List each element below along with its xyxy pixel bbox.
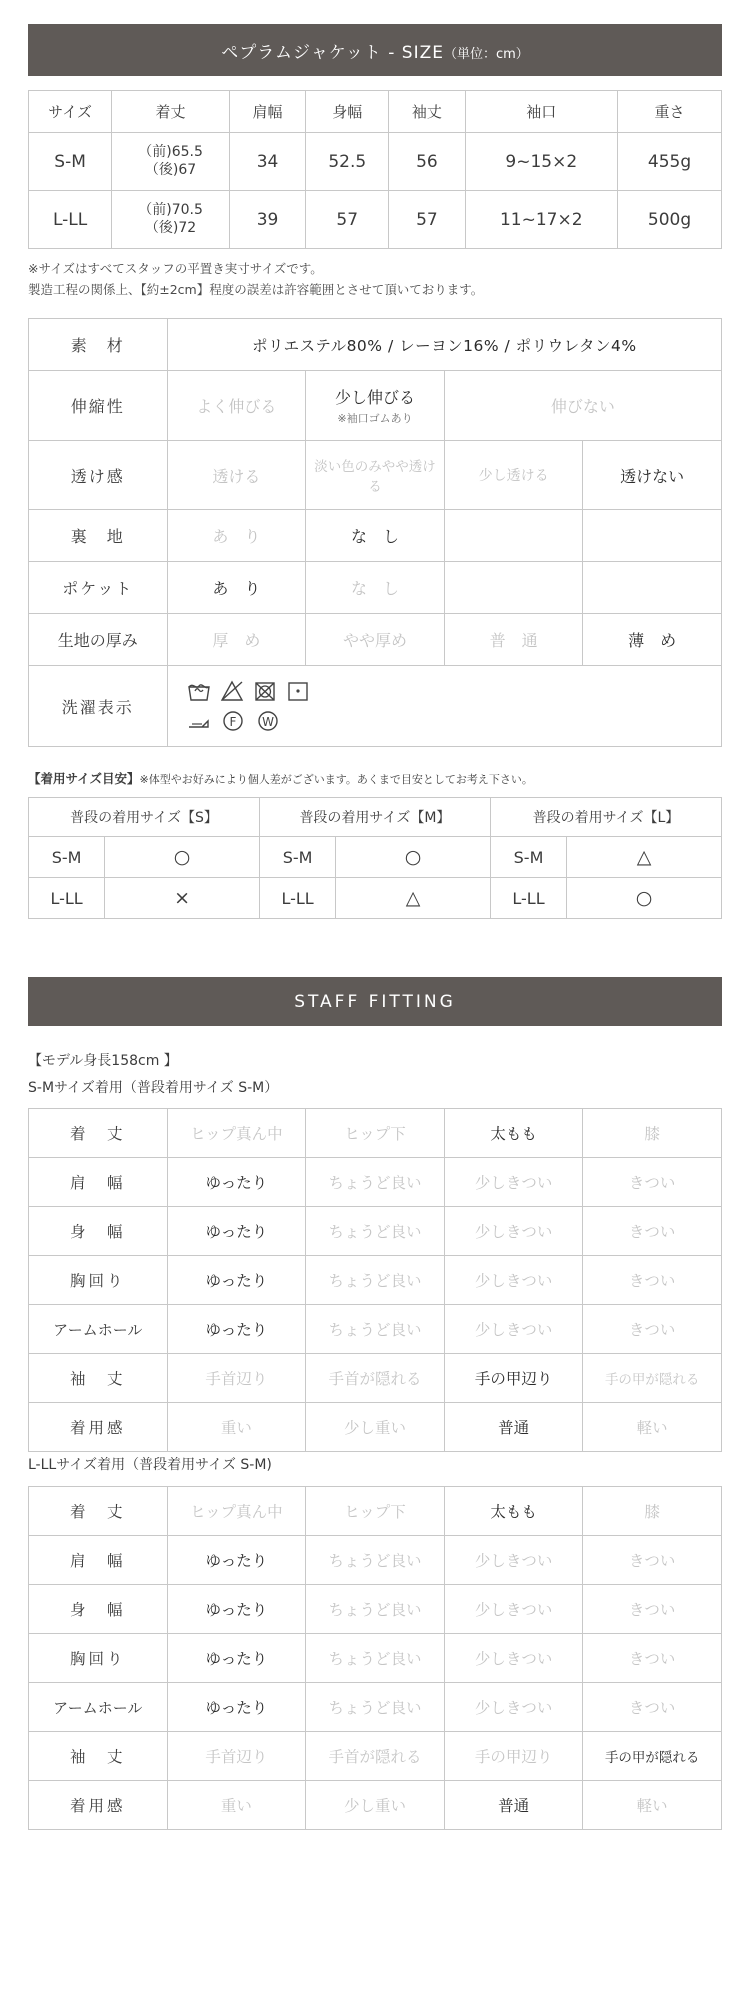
- fit2-label-2: 身 幅: [29, 1585, 168, 1634]
- fit-label-2: 身 幅: [29, 1207, 168, 1256]
- spec-option-thickness-2: 普 通: [444, 614, 583, 666]
- spec-option-thickness-1: やや厚め: [306, 614, 445, 666]
- guide-mark-l-1: ○: [567, 878, 722, 919]
- size-banner: [28, 24, 722, 76]
- fit2-label-0: 着 丈: [29, 1487, 168, 1536]
- fit-row: [29, 1585, 722, 1634]
- cell-sleeve: 57: [389, 191, 465, 249]
- fit-label-0: 着 丈: [29, 1109, 168, 1158]
- fit2-opt-4-1: ちょうど良い: [306, 1683, 445, 1732]
- fit-opt-4-3: きつい: [583, 1305, 722, 1354]
- product-size-document: [0, 24, 750, 1860]
- spec-blank: [444, 510, 583, 562]
- fit2-opt-3-0: ゆったり: [167, 1634, 306, 1683]
- fit-opt-6-0: 重い: [167, 1403, 306, 1452]
- spec-option-stretch-0: よく伸びる: [167, 371, 306, 441]
- fit-opt-3-0: ゆったり: [167, 1256, 306, 1305]
- staff-fitting-banner: [28, 977, 722, 1026]
- spec-row-thickness: [29, 614, 722, 666]
- spec-label-laundry: 洗濯表示: [29, 666, 168, 747]
- guide-size-m-0: S-M: [259, 837, 335, 878]
- spec-label-pocket: ポケット: [29, 562, 168, 614]
- fit-label-5: 袖 丈: [29, 1354, 168, 1403]
- fit2-opt-4-3: きつい: [583, 1683, 722, 1732]
- guide-mark-m-1: △: [336, 878, 491, 919]
- wear-size-guide-table: [28, 797, 722, 919]
- fit2-label-1: 肩 幅: [29, 1536, 168, 1585]
- fit-opt-0-2: 太もも: [444, 1109, 583, 1158]
- spec-value-material: ポリエステル80% / レーヨン16% / ポリウレタン4%: [167, 319, 721, 371]
- fit-opt-1-1: ちょうど良い: [306, 1158, 445, 1207]
- fit-opt-0-1: ヒップ下: [306, 1109, 445, 1158]
- fit2-opt-4-0: ゆったり: [167, 1683, 306, 1732]
- fit-row: [29, 1158, 722, 1207]
- cell-width: 57: [306, 191, 389, 249]
- fit2-opt-2-2: 少しきつい: [444, 1585, 583, 1634]
- fit2-opt-2-3: きつい: [583, 1585, 722, 1634]
- fit-row: [29, 1487, 722, 1536]
- fit-label-4: アームホール: [29, 1305, 168, 1354]
- fitting-block1-title: S-Mサイズ着用（普段着用サイズ S-M）: [28, 1079, 279, 1096]
- fit-row: [29, 1732, 722, 1781]
- cell-length-back: （後)72: [144, 219, 197, 236]
- fit-opt-2-1: ちょうど良い: [306, 1207, 445, 1256]
- guide-size-m-1: L-LL: [259, 878, 335, 919]
- fit-opt-5-3: 手の甲が隠れる: [583, 1354, 722, 1403]
- guide-size-s-0: S-M: [29, 837, 105, 878]
- fit-opt-3-1: ちょうど良い: [306, 1256, 445, 1305]
- guide-col-m: 普段の着用サイズ【M】: [259, 798, 490, 837]
- fitting-table-lll: [28, 1486, 722, 1830]
- col-sleeve: 袖丈: [389, 91, 465, 133]
- fit-opt-4-1: ちょうど良い: [306, 1305, 445, 1354]
- wet-clean-w-icon: [254, 708, 282, 734]
- fit2-opt-3-3: きつい: [583, 1634, 722, 1683]
- fitting-block2-title: L-LLサイズ着用（普段着用サイズ S-M): [28, 1457, 272, 1474]
- fit2-opt-5-0: 手首辺り: [167, 1732, 306, 1781]
- spec-row-laundry: [29, 666, 722, 747]
- fit2-opt-6-2: 普通: [444, 1781, 583, 1830]
- fit-opt-3-2: 少しきつい: [444, 1256, 583, 1305]
- spec-option-sheer-1: 淡い色のみやや透ける: [306, 441, 445, 510]
- fit2-label-6: 着用感: [29, 1781, 168, 1830]
- guide-col-s: 普段の着用サイズ【S】: [29, 798, 260, 837]
- size-banner-title: ペプラムジャケット - SIZE: [221, 43, 444, 63]
- guide-mark-s-0: ○: [105, 837, 260, 878]
- fit2-opt-6-0: 重い: [167, 1781, 306, 1830]
- fit-opt-4-0: ゆったり: [167, 1305, 306, 1354]
- fit-opt-5-1: 手首が隠れる: [306, 1354, 445, 1403]
- spec-option-pocket-0: あ り: [167, 562, 306, 614]
- spec-row-material: [29, 319, 722, 371]
- fit-opt-6-2: 普通: [444, 1403, 583, 1452]
- guide-size-l-1: L-LL: [490, 878, 566, 919]
- fit-label-3: 胸回り: [29, 1256, 168, 1305]
- spec-row-lining: [29, 510, 722, 562]
- spec-row-stretch: [29, 371, 722, 441]
- spec-option-thickness-0: 厚 め: [167, 614, 306, 666]
- fit-opt-2-0: ゆったり: [167, 1207, 306, 1256]
- guide-caption-main: 【着用サイズ目安】: [28, 771, 140, 787]
- fit-row: [29, 1256, 722, 1305]
- fit2-opt-1-0: ゆったり: [167, 1536, 306, 1585]
- model-height: 【モデル身長158cm 】: [28, 1053, 178, 1070]
- fit2-label-3: 胸回り: [29, 1634, 168, 1683]
- fit-row: [29, 1781, 722, 1830]
- cell-length: [112, 191, 230, 249]
- dry-clean-f-icon: [219, 708, 247, 734]
- cell-weight: 455g: [618, 133, 722, 191]
- size-banner-unit: （単位：cm）: [443, 47, 529, 62]
- cell-cuff: 9~15×2: [465, 133, 617, 191]
- cell-length-front: （前)70.5: [138, 202, 203, 218]
- fit2-opt-6-3: 軽い: [583, 1781, 722, 1830]
- staff-fitting-title: STAFF FITTING: [294, 992, 456, 1013]
- table-header-row: [29, 798, 722, 837]
- fit-opt-1-0: ゆったり: [167, 1158, 306, 1207]
- fit-row: [29, 1403, 722, 1452]
- cell-sleeve: 56: [389, 133, 465, 191]
- fitting-table-sm: [28, 1108, 722, 1452]
- spec-option-stretch-1-text: 少し伸びる: [334, 388, 415, 408]
- fit-opt-2-2: 少しきつい: [444, 1207, 583, 1256]
- size-note: [28, 259, 722, 300]
- spec-option-sheer-3: 透けない: [583, 441, 722, 510]
- fit-opt-6-3: 軽い: [583, 1403, 722, 1452]
- fit-opt-6-1: 少し重い: [306, 1403, 445, 1452]
- fit2-opt-2-0: ゆったり: [167, 1585, 306, 1634]
- col-size: サイズ: [29, 91, 112, 133]
- spec-option-stretch-2: 伸びない: [444, 371, 721, 441]
- guide-mark-s-1: ×: [105, 878, 260, 919]
- size-table: [28, 90, 722, 249]
- spec-option-lining-1: な し: [306, 510, 445, 562]
- spec-option-pocket-1: な し: [306, 562, 445, 614]
- guide-caption-sub: ※体型やお好みにより個人差がございます。あくまで目安としてお考え下さい。: [139, 773, 533, 787]
- fit2-opt-1-1: ちょうど良い: [306, 1536, 445, 1585]
- guide-mark-m-0: ○: [336, 837, 491, 878]
- col-width: 身幅: [306, 91, 389, 133]
- fit2-opt-0-1: ヒップ下: [306, 1487, 445, 1536]
- guide-mark-l-0: △: [567, 837, 722, 878]
- spec-label-lining: 裏 地: [29, 510, 168, 562]
- spec-label-stretch: 伸縮性: [29, 371, 168, 441]
- col-length: 着丈: [112, 91, 230, 133]
- col-weight: 重さ: [618, 91, 722, 133]
- size-note-line-2: 製造工程の関係上、【約±2cm】程度の誤差は許容範囲とさせて頂いております。: [28, 281, 484, 297]
- cell-length: [112, 133, 230, 191]
- fit2-opt-3-2: 少しきつい: [444, 1634, 583, 1683]
- spec-blank: [444, 562, 583, 614]
- iron-low-icon: [285, 678, 311, 704]
- fit2-label-4: アームホール: [29, 1683, 168, 1732]
- spec-option-stretch-1: [306, 371, 445, 441]
- spec-label-sheer: 透け感: [29, 441, 168, 510]
- fit-row: [29, 1109, 722, 1158]
- guide-size-s-1: L-LL: [29, 878, 105, 919]
- fit-row: [29, 1536, 722, 1585]
- spec-table: [28, 318, 722, 747]
- fit-opt-4-2: 少しきつい: [444, 1305, 583, 1354]
- spec-blank: [583, 562, 722, 614]
- table-row: [29, 133, 722, 191]
- fit-row: [29, 1683, 722, 1732]
- spec-option-thickness-3: 薄 め: [583, 614, 722, 666]
- cell-cuff: 11~17×2: [465, 191, 617, 249]
- spec-row-sheer: [29, 441, 722, 510]
- guide-size-l-0: S-M: [490, 837, 566, 878]
- fit2-opt-1-2: 少しきつい: [444, 1536, 583, 1585]
- laundry-symbols: [167, 666, 721, 747]
- spec-option-stretch-1-sub: ※袖口ゴムあり: [337, 412, 413, 426]
- fit2-opt-1-3: きつい: [583, 1536, 722, 1585]
- fit-label-1: 肩 幅: [29, 1158, 168, 1207]
- spec-option-sheer-0: 透ける: [167, 441, 306, 510]
- fit-label-6: 着用感: [29, 1403, 168, 1452]
- cell-weight: 500g: [618, 191, 722, 249]
- fit2-opt-4-2: 少しきつい: [444, 1683, 583, 1732]
- size-note-line-1: ※サイズはすべてスタッフの平置き実寸サイズです。: [28, 261, 323, 276]
- fit-row: [29, 1207, 722, 1256]
- spec-option-sheer-2: 少し透ける: [444, 441, 583, 510]
- fit2-opt-5-1: 手首が隠れる: [306, 1732, 445, 1781]
- fit2-label-5: 袖 丈: [29, 1732, 168, 1781]
- cell-shoulder: 34: [229, 133, 305, 191]
- fit2-opt-2-1: ちょうど良い: [306, 1585, 445, 1634]
- cell-length-front: （前)65.5: [138, 144, 203, 160]
- fit-opt-2-3: きつい: [583, 1207, 722, 1256]
- fit-opt-1-2: 少しきつい: [444, 1158, 583, 1207]
- fit-row: [29, 1354, 722, 1403]
- table-row: [29, 837, 722, 878]
- svg-text:F: F: [229, 715, 237, 730]
- cell-size: S-M: [29, 133, 112, 191]
- col-cuff: 袖口: [465, 91, 617, 133]
- model-height-line: [28, 1048, 722, 1101]
- spec-blank: [583, 510, 722, 562]
- fit2-opt-3-1: ちょうど良い: [306, 1634, 445, 1683]
- fit-row: [29, 1634, 722, 1683]
- table-row: [29, 191, 722, 249]
- table-row: [29, 878, 722, 919]
- no-bleach-icon: [219, 678, 245, 704]
- fit-opt-5-2: 手の甲辺り: [444, 1354, 583, 1403]
- fit-row: [29, 1305, 722, 1354]
- table-header-row: [29, 91, 722, 133]
- spec-label-material: 素 材: [29, 319, 168, 371]
- dry-flat-icon: [186, 708, 212, 734]
- fit2-opt-5-2: 手の甲辺り: [444, 1732, 583, 1781]
- spec-label-thickness: 生地の厚み: [29, 614, 168, 666]
- fit-opt-3-3: きつい: [583, 1256, 722, 1305]
- fit-opt-1-3: きつい: [583, 1158, 722, 1207]
- svg-text:W: W: [261, 715, 274, 730]
- cell-size: L-LL: [29, 191, 112, 249]
- guide-col-l: 普段の着用サイズ【L】: [490, 798, 721, 837]
- fit-opt-0-0: ヒップ真ん中: [167, 1109, 306, 1158]
- fit2-opt-5-3: 手の甲が隠れる: [583, 1732, 722, 1781]
- fit-opt-5-0: 手首辺り: [167, 1354, 306, 1403]
- spec-option-lining-0: あ り: [167, 510, 306, 562]
- cell-width: 52.5: [306, 133, 389, 191]
- fit-opt-0-3: 膝: [583, 1109, 722, 1158]
- fit2-opt-0-3: 膝: [583, 1487, 722, 1536]
- col-shoulder: 肩幅: [229, 91, 305, 133]
- cell-length-back: （後)67: [144, 161, 197, 178]
- hand-wash-icon: [186, 678, 212, 704]
- guide-caption: [28, 769, 722, 789]
- fit2-opt-0-0: ヒップ真ん中: [167, 1487, 306, 1536]
- fit2-opt-0-2: 太もも: [444, 1487, 583, 1536]
- cell-shoulder: 39: [229, 191, 305, 249]
- spec-row-pocket: [29, 562, 722, 614]
- no-tumble-dry-icon: [252, 678, 278, 704]
- fit2-opt-6-1: 少し重い: [306, 1781, 445, 1830]
